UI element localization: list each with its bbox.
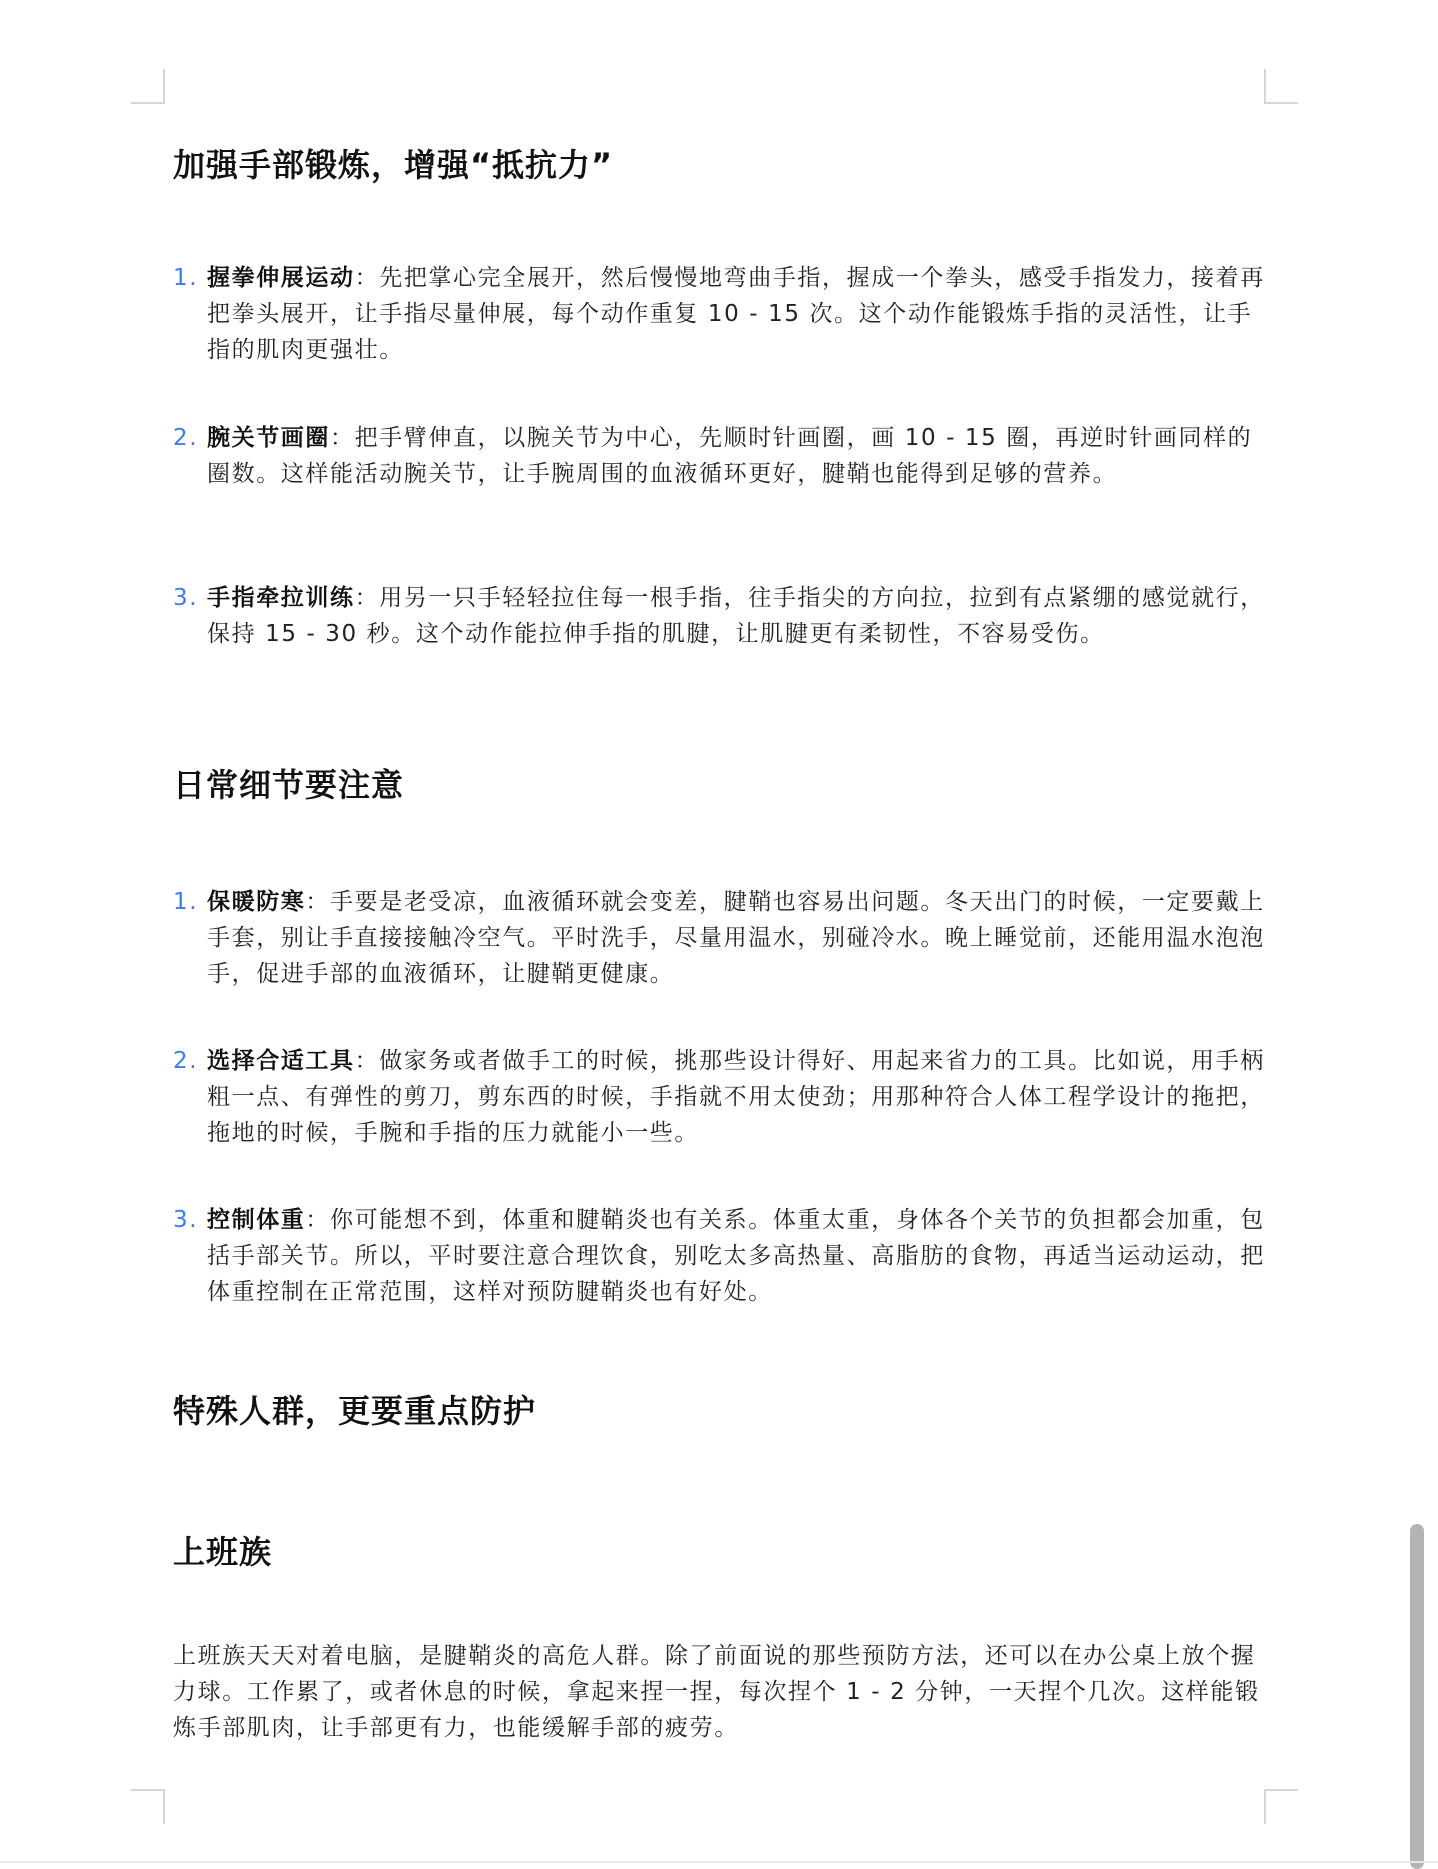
list-item: [173, 1043, 1273, 1151]
page-corner-mark-bottom-right: [1264, 1789, 1298, 1824]
list-text: 用另一只手轻轻拉住每一根手指，往手指尖的方向拉，拉到有点紧绷的感觉就行，保持 15 - 30 秒。这个动作能拉伸手指的肌腱，让肌腱更有柔韧性，不容易受伤。: [207, 585, 1265, 647]
list-item: [173, 420, 1273, 492]
vertical-scrollbar-thumb[interactable]: [1410, 1524, 1424, 1869]
list-term: 手指牵拉训练: [207, 585, 355, 611]
list-number: 3.: [173, 1207, 199, 1233]
list-item: [173, 580, 1273, 652]
heading-special-groups: 特殊人群，更要重点防护: [173, 1392, 537, 1430]
term-separator: ：: [354, 265, 380, 291]
heading-hand-exercise: 加强手部锻炼，增强“抵抗力”: [173, 146, 614, 184]
term-separator: ：: [354, 585, 380, 611]
paragraph-office-workers: 上班族天天对着电脑，是腱鞘炎的高危人群。除了前面说的那些预防方法，还可以在办公桌上放个握力球。工作累了，或者休息的时候，拿起来捏一捏，每次捏个 1 - 2 分钟，一天捏个几次。这样能锻炼手部肌肉，让手部更有力，也能缓解手部的疲劳。: [173, 1643, 1260, 1741]
list-number: 1.: [173, 265, 199, 291]
list-text: 做家务或者做手工的时候，挑那些设计得好、用起来省力的工具。比如说，用手柄粗一点、有弹性的剪刀，剪东西的时候，手指就不用太使劲；用那种符合人体工程学设计的拖把，拖地的时候，手腕和手指的压力就能小一些。: [207, 1048, 1265, 1146]
list-text: 把手臂伸直，以腕关节为中心，先顺时针画圈，画 10 - 15 圈，再逆时针画同样的圈数。这样能活动腕关节，让手腕周围的血液循环更好，腱鞘也能得到足够的营养。: [207, 425, 1253, 487]
page-corner-mark-top-right: [1264, 69, 1298, 104]
list-term: 控制体重: [207, 1207, 306, 1233]
list-text: 先把掌心完全展开，然后慢慢地弯曲手指，握成一个拳头，感受手指发力，接着再把拳头展开，让手指尽量伸展，每个动作重复 10 - 15 次。这个动作能锻炼手指的灵活性，让手指的肌肉更强壮。: [207, 265, 1265, 363]
list-number: 2.: [173, 1048, 199, 1074]
list-number: 2.: [173, 425, 199, 451]
page-corner-mark-bottom-left: [131, 1789, 165, 1824]
list-text: 你可能想不到，体重和腱鞘炎也有关系。体重太重，身体各个关节的负担都会加重，包括手部关节。所以，平时要注意合理饮食，别吃太多高热量、高脂肪的食物，再适当运动运动，把体重控制在正常范围，这样对预防腱鞘炎也有好处。: [207, 1207, 1265, 1305]
list-number: 1.: [173, 889, 199, 915]
term-separator: ：: [354, 1048, 380, 1074]
list-item: [173, 884, 1273, 992]
list-item: [173, 1202, 1273, 1310]
list-number: 3.: [173, 585, 199, 611]
term-separator: ：: [330, 425, 355, 451]
list-term: 保暖防寒: [207, 889, 306, 915]
page-corner-mark-top-left: [131, 69, 165, 104]
list-term: 腕关节画圈: [207, 425, 330, 451]
term-separator: ：: [305, 1207, 331, 1233]
list-item: [173, 260, 1273, 368]
list-text: 手要是老受凉，血液循环就会变差，腱鞘也容易出问题。冬天出门的时候，一定要戴上手套，别让手直接接触冷空气。平时洗手，尽量用温水，别碰冷水。晚上睡觉前，还能用温水泡泡手，促进手部的血液循环，让腱鞘更健康。: [207, 889, 1265, 987]
list-term: 握拳伸展运动: [207, 265, 355, 291]
term-separator: ：: [305, 889, 331, 915]
heading-office-workers: 上班族: [173, 1533, 273, 1571]
heading-daily-details: 日常细节要注意: [173, 766, 405, 804]
list-term: 选择合适工具: [207, 1048, 355, 1074]
